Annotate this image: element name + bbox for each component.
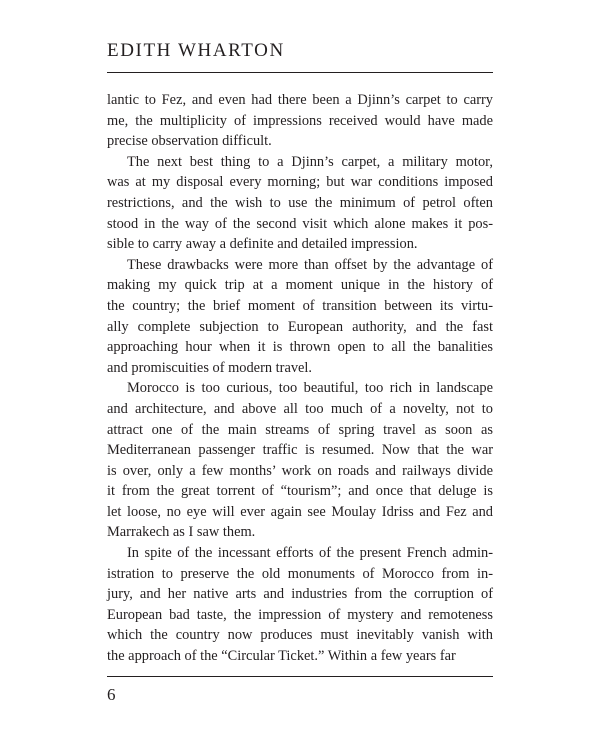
text-line: European bad taste, the impression of mystery and remoteness [107, 606, 493, 623]
text-line: which the country now produces must inevitably vanish with [107, 627, 493, 644]
text-line: let loose, no eye will ever again see Moulay Idriss and Fez and [107, 503, 493, 520]
page-number: 6 [107, 685, 116, 704]
text-line: attract one of the main streams of spring travel as soon as [107, 421, 493, 438]
text-line: was at my disposal every morning; but war conditions imposed [107, 174, 493, 191]
text-line: approaching hour when it is thrown open to all the banalities [107, 339, 493, 356]
text-line: sible to carry away a definite and detailed impression. [107, 236, 418, 253]
text-line: the country; the brief moment of transition between its virtu- [107, 297, 493, 314]
header-rule [107, 72, 493, 73]
text-line: Mediterranean passenger traffic is resumed. Now that the war [107, 442, 493, 459]
text-line: stood in the way of the second visit which alone makes it pos- [107, 215, 493, 232]
text-line: Marrakech as I saw them. [107, 524, 256, 541]
text-line: and architecture, and above all too much of a novelty, not to [107, 400, 493, 417]
text-line: me, the multiplicity of impressions received would have made [107, 112, 493, 129]
body-text [107, 90, 493, 667]
paragraph-start-line: These drawbacks were more than offset by the advantage of [127, 256, 493, 273]
text-line: and promiscuities of modern travel. [107, 359, 313, 376]
text-line: precise observation difficult. [107, 133, 272, 150]
text-line: it from the great torrent of “tourism”; and once that deluge is [107, 483, 493, 500]
text-line: the approach of the “Circular Ticket.” Within a few years far [107, 648, 456, 665]
text-line: istration to preserve the old monuments of Morocco from in- [107, 565, 493, 582]
paragraph-start-line: Morocco is too curious, too beautiful, too rich in landscape [127, 380, 493, 397]
text-line: lantic to Fez, and even had there been a Djinn’s carpet to carry [107, 92, 493, 108]
text-line: ally complete subjection to European authority, and the fast [107, 318, 493, 335]
paragraph-start-line: The next best thing to a Djinn’s carpet, a military motor, [127, 153, 493, 170]
paragraph-start-line: In spite of the incessant efforts of the present French admin- [127, 545, 493, 562]
running-head-author: EDITH WHARTON [107, 40, 285, 61]
text-line: making my quick trip at a moment unique in the history of [107, 277, 493, 294]
text-line: restrictions, and the wish to use the minimum of petrol often [107, 194, 493, 211]
footer-rule [107, 676, 493, 677]
text-line: jury, and her native arts and industries from the corruption of [107, 586, 493, 603]
text-line: is over, only a few months’ work on roads and railways divide [107, 462, 493, 479]
